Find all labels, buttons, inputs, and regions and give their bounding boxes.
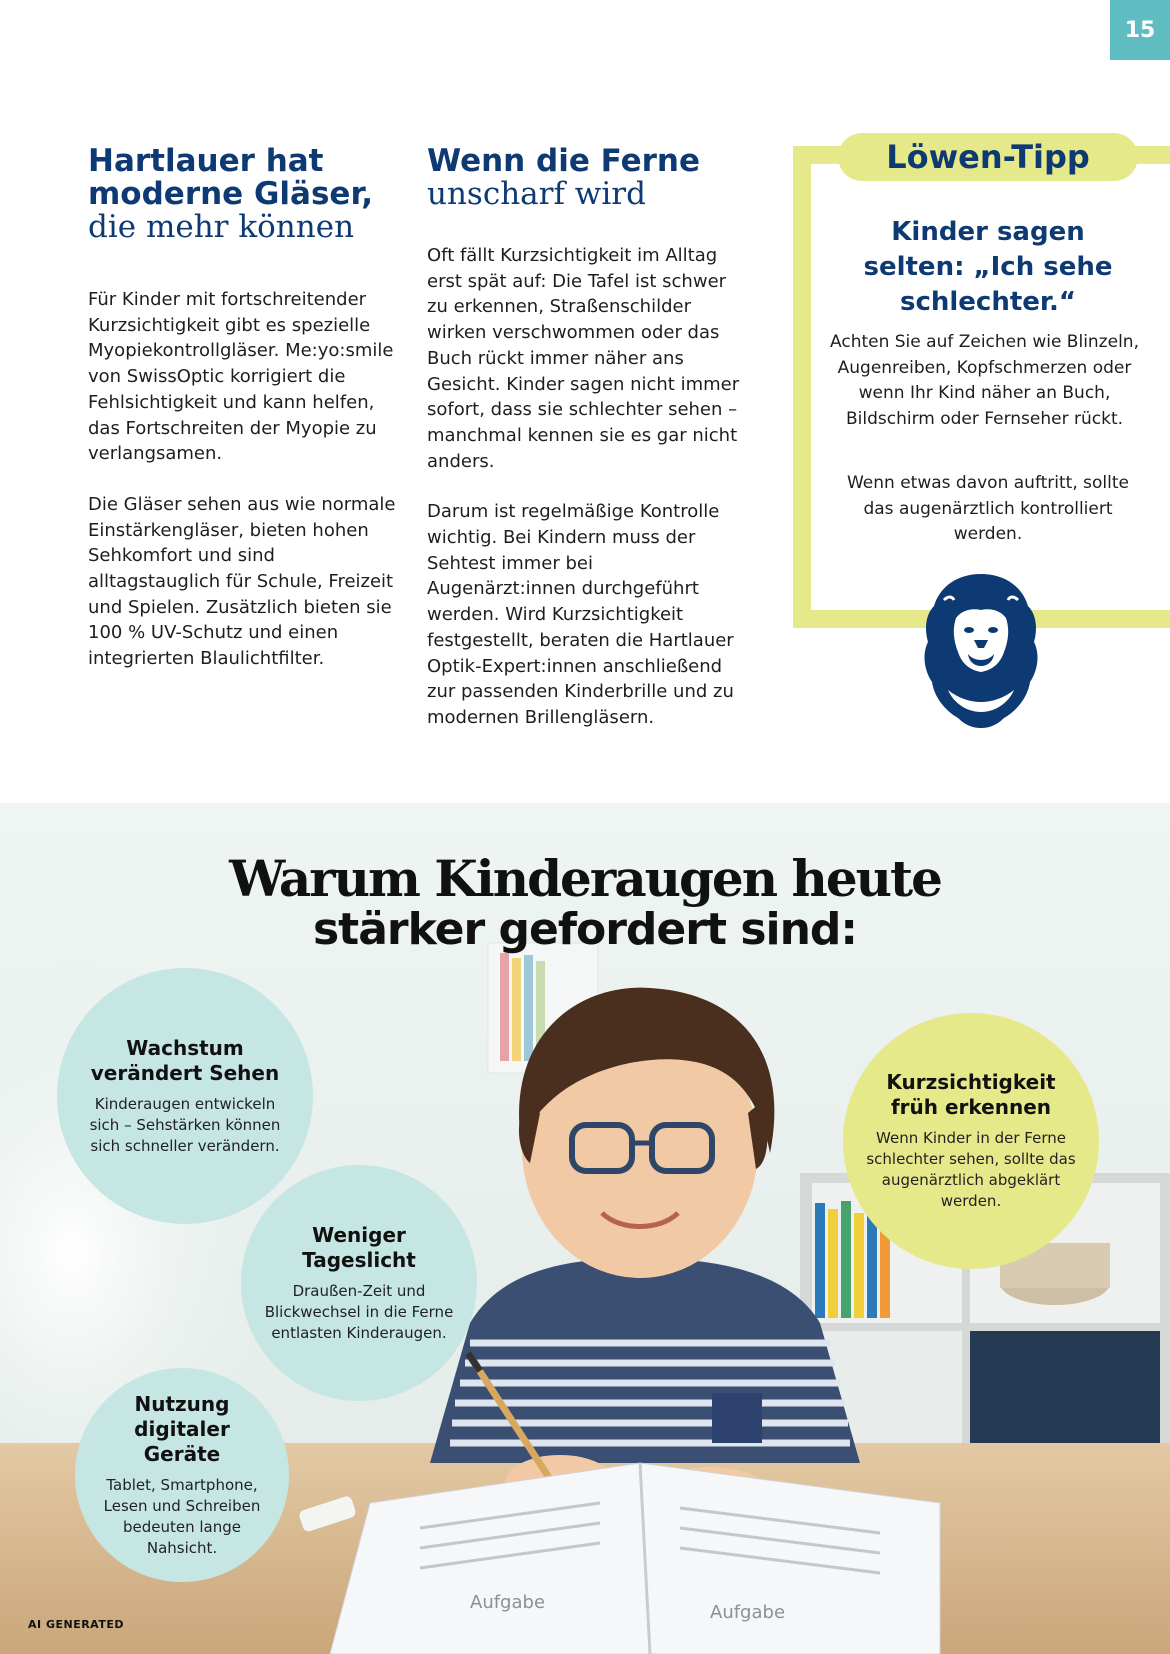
column2-heading-serif: unscharf wird [427, 176, 646, 212]
tipp-text-1: Achten Sie auf Zeichen wie Blinzeln, Augenreiben, Kopfschmerzen oder wenn Ihr Kind näher an Buch, Bildschirm oder Fernseher rückt. [830, 332, 1139, 429]
column1-heading-bold: Hartlauer hat moderne Gläser, [88, 143, 373, 212]
column-modern-lenses [88, 145, 406, 672]
lion-icon [918, 570, 1044, 730]
column1-paragraph2: Die Gläser sehen aus wie normale Einstärkengläser, bieten hohen Sehkomfort und sind alltagstauglich für Schule, Freizeit und Spielen. Zusätzlich bieten sie 100 % UV-Schutz und einen integrierten Blaulichtfilter. [88, 493, 396, 670]
circle-daylight [241, 1165, 477, 1401]
circle-text: Draußen-Zeit und Blickwechsel in die Ferne entlasten Kinderaugen. [264, 1281, 454, 1342]
section-title-line1: Warum Kinderaugen heute [229, 849, 941, 908]
column2-heading [427, 145, 742, 211]
circle-text: Kinderaugen entwickeln sich – Sehstärken können sich schneller verändern. [89, 1094, 281, 1155]
ai-generated-badge [28, 1618, 124, 1631]
circle-text: Wenn Kinder in der Ferne schlechter sehen, sollte das augenärztlich abgeklärt werden. [866, 1129, 1076, 1210]
ai-badge-mark: AI [28, 1618, 42, 1631]
column2-paragraph2: Darum ist regelmäßige Kontrolle wichtig. Bei Kindern muss der Sehtest immer bei Augenärzt:innen durchgeführt werden. Wird Kurzsichtigkeit festgestellt, beraten die Hartlauer Optik-Expert:innen anschließend zur passenden Kinderbrille und zu modernen Brillengläsern. [427, 501, 734, 728]
section-title-line2: stärker gefordert sind: [312, 904, 858, 955]
column1-heading-serif: die mehr können [88, 209, 355, 245]
circle-early-detection [843, 1013, 1099, 1269]
tipp-text-2: Wenn etwas davon auftritt, sollte das augenärztlich kontrolliert werden. [846, 473, 1129, 544]
circle-title: Kurzsichtigkeit früh erkennen [886, 1070, 1056, 1119]
tipp-label: Löwen-Tipp [838, 133, 1138, 181]
circle-growth [57, 968, 313, 1224]
circle-title: Wachstum verändert Sehen [90, 1035, 280, 1085]
column1-paragraph1: Für Kinder mit fortschreitender Kurzsichtigkeit gibt es spezielle Myopiekontrollgläser. Me:yo:smile von SwissOptic korrigiert die Fehlsichtigkeit und kann helfen, das Fortschreiten der Myopie zu verlangsamen. [88, 289, 394, 465]
circle-digital-devices [75, 1368, 289, 1582]
ai-badge-label: GENERATED [45, 1618, 124, 1631]
column2-paragraph1: Oft fällt Kurzsichtigkeit im Alltag erst spät auf: Die Tafel ist schwer zu erkennen, Straßenschilder wirken verschwommen oder das Buch rückt immer näher ans Gesicht. Kinder sagen nicht immer sofort, dass sie schlechter sehen – manchmal kennen sie es gar nicht anders. [427, 245, 740, 472]
tipp-heading: Kinder sagen selten: „Ich sehe schlechter.“ [863, 217, 1113, 317]
page-number: 15 [1110, 0, 1170, 60]
column-myopia [427, 145, 742, 731]
book-label-left: Aufgabe [470, 1592, 546, 1613]
why-section [0, 803, 1170, 1654]
section-title [0, 849, 1170, 955]
circle-text: Tablet, Smartphone, Lesen und Schreiben bedeuten lange Nahsicht. [103, 1475, 261, 1557]
column2-heading-bold: Wenn die Ferne [427, 143, 701, 179]
circle-title: Weniger Tageslicht [302, 1222, 416, 1272]
circle-title: Nutzung digitaler Geräte [134, 1391, 230, 1466]
column1-heading [88, 145, 406, 244]
book-label-right: Aufgabe [710, 1602, 786, 1623]
